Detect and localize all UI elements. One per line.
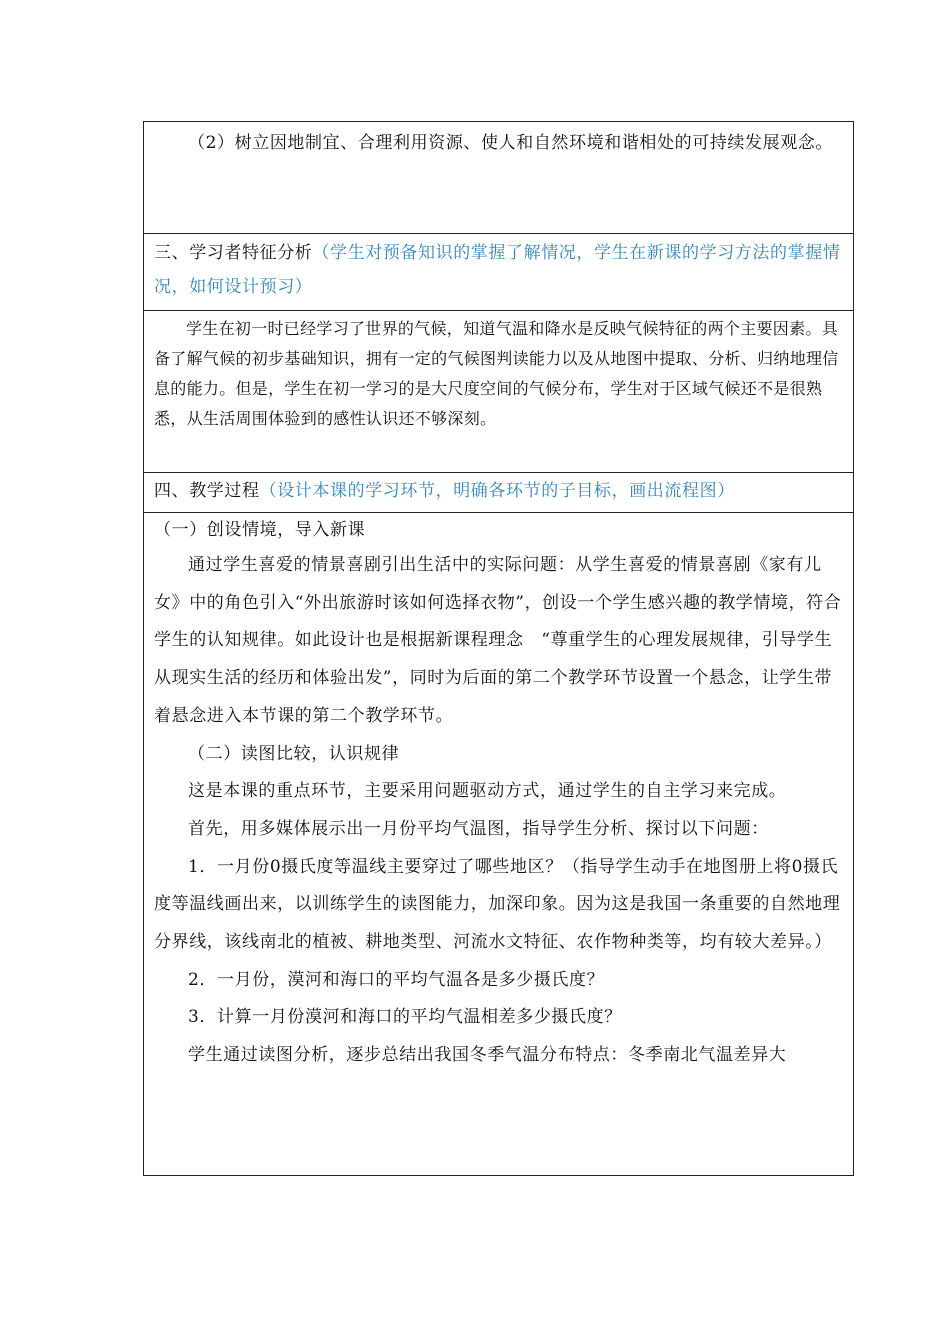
step2-intro: 这是本课的重点环节，主要采用问题驱动方式，通过学生的自主学习来完成。 xyxy=(188,781,787,802)
learner-analysis-row xyxy=(144,311,853,473)
question-1: 1．一月份0摄氏度等温线主要穿过了哪些地区？（指导学生动手在地图册上将0摄氏度等温线画出来，以训练学生的读图能力，加深印象。因为这是我国一条重要的自然地理分界线，该线南北的植被、耕地类型、河流水文特征、农作物种类等，均有较大差异。） xyxy=(154,856,841,953)
section3-title: 三、学习者特征分析 xyxy=(154,243,313,263)
goal-row xyxy=(144,122,853,234)
question-3: 3．计算一月份漠河和海口的平均气温相差多少摄氏度？ xyxy=(188,1007,622,1028)
goal-text: （2）树立因地制宜、合理利用资源、使人和自然环境和谐相处的可持续发展观念。 xyxy=(188,133,834,153)
learner-analysis-text: 学生在初一时已经学习了世界的气候，知道气温和降水是反映气候特征的两个主要因素。具备了解气候的初步基础知识，拥有一定的气候图判读能力以及从地图中提取、分析、归纳地理信息的能力。但是，学生在初一学习的是大尺度空间的气候分布，学生对于区域气候还不是很熟悉，从生活周围体验到的感性认识还不够深刻。 xyxy=(154,319,839,428)
step1-title: （一）创设情境，导入新课 xyxy=(154,520,366,540)
section4-heading-row xyxy=(144,473,853,513)
lesson-plan-table xyxy=(143,121,854,1176)
step1-body: 通过学生喜爱的情景喜剧引出生活中的实际问题：从学生喜爱的情景喜剧《家有儿女》中的角色引入“外出旅游时该如何选择衣物”，创设一个学生感兴趣的教学情境，符合学生的认知规律。如此设计也是根据新课程理念 “尊重学生的心理发展规律，引导学生从现实生活的经历和体验出发”，同时为后面的第二个教学环节设置一个悬念，让学生带着悬念进入本节课的第二个教学环节。 xyxy=(154,555,842,726)
section3-heading-row xyxy=(144,234,853,311)
conclusion-text: 学生通过读图分析，逐步总结出我国冬季气温分布特点：冬季南北气温差异大 xyxy=(188,1045,787,1066)
section4-heading xyxy=(154,473,845,509)
section3-heading xyxy=(154,236,845,304)
teaching-process-row xyxy=(144,513,853,1175)
section4-title: 四、教学过程 xyxy=(154,481,260,501)
section3-hint: （学生对预备知识的掌握了解情况，学生在新课的学习方法的掌握情况，如何设计预习） xyxy=(154,243,841,297)
section4-hint: （设计本课的学习环节，明确各环节的子目标，画出流程图） xyxy=(259,481,735,501)
question-2: 2．一月份，漠河和海口的平均气温各是多少摄氏度？ xyxy=(188,969,605,990)
step2-title: （二）读图比较，认识规律 xyxy=(188,743,400,764)
step2-first: 首先，用多媒体展示出一月份平均气温图，指导学生分析、探讨以下问题： xyxy=(188,818,769,839)
